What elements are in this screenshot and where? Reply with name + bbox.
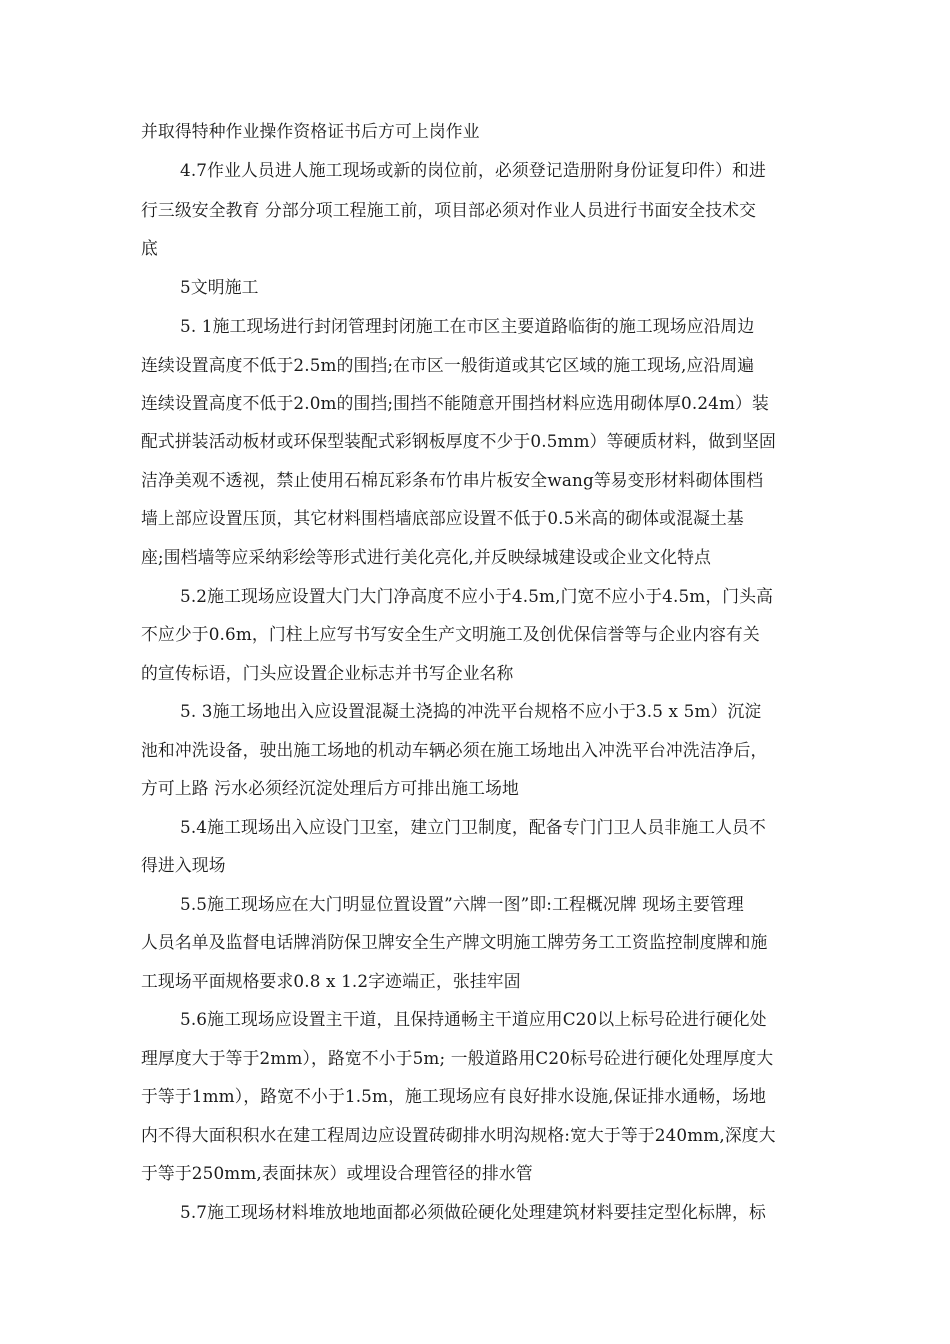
- text-line: 5.4施工现场出入应设门卫室，建立门卫制度，配备专门门卫人员非施工人员不: [180, 817, 766, 837]
- text-line: 5.7施工现场材料堆放地地面都必须做砼硬化处理建筑材料要挂定型化标牌，标: [180, 1202, 766, 1222]
- text-line: 得进入现场: [141, 855, 226, 875]
- text-line: 于等于250mm,表面抹灰）或埋设合理管径的排水管: [141, 1163, 533, 1183]
- text-line: 5. 3施工场地出入应设置混凝土浇捣的冲洗平台规格不应小于3.5 x 5m）沉淀: [180, 701, 762, 721]
- text-line: 5.2施工现场应设置大门大门净高度不应小于4.5m,门宽不应小于4.5m，门头高: [180, 586, 774, 606]
- text-line: 于等于1mm），路宽不小于1.5m，施工现场应有良好排水设施,保证排水通畅，场地: [141, 1086, 767, 1106]
- section-heading: 5文明施工: [180, 277, 259, 297]
- text-line: 5. 1施工现场进行封闭管理封闭施工在市区主要道路临街的施工现场应沿周边: [180, 316, 755, 336]
- text-line: 并取得特种作业操作资格证书后方可上岗作业: [141, 121, 480, 141]
- text-line: 工现场平面规格要求0.8 x 1.2字迹端正，张挂牢固: [141, 971, 521, 991]
- text-line: 座;围档墙等应采纳彩绘等形式进行美化亮化,并反映绿城建设或企业文化特点: [141, 547, 712, 567]
- text-line: 洁净美观不透视，禁止使用石棉瓦彩条布竹串片板安全wang等易变形材料砌体围档: [141, 470, 764, 490]
- text-line: 5.6施工现场应设置主干道，且保持通畅主干道应用C20以上标号砼进行硬化处: [180, 1009, 767, 1029]
- text-line: 内不得大面积积水在建工程周边应设置砖砌排水明沟规格:宽大于等于240mm,深度大: [141, 1125, 776, 1145]
- text-line: 人员名单及监督电话牌消防保卫牌安全生产牌文明施工牌劳务工工资监控制度牌和施: [141, 932, 768, 952]
- text-line: 池和冲洗设备，驶出施工场地的机动车辆必须在施工场地出入冲洗平台冲洗洁净后，: [141, 740, 768, 760]
- text-line: 连续设置高度不低于2.5m的围挡;在市区一般街道或其它区域的施工现场,应沿周遍: [141, 355, 755, 375]
- text-line: 配式拼装活动板材或环保型装配式彩钢板厚度不少于0.5mm）等硬质材料，做到坚固: [141, 431, 776, 451]
- text-line: 5.5施工现场应在大门明显位置设置”六牌一图”即:工程概况牌 现场主要管理: [180, 894, 744, 914]
- text-line: 行三级安全教育 分部分项工程施工前，项目部必须对作业人员进行书面安全技术交: [141, 200, 757, 220]
- text-line: 底: [141, 238, 158, 258]
- text-line: 理厚度大于等于2mm），路宽不小于5m; 一般道路用C20标号砼进行硬化处理厚度大: [141, 1048, 774, 1068]
- text-line: 4.7作业人员进人施工现场或新的岗位前，必须登记造册附身份证复印件）和进: [180, 160, 766, 180]
- text-line: 方可上路 污水必须经沉淀处理后方可排出施工场地: [141, 778, 519, 798]
- text-line: 连续设置高度不低于2.0m的围挡;围挡不能随意开围挡材料应选用砌体厚0.24m）装: [141, 393, 769, 413]
- text-line: 的宣传标语，门头应设置企业标志并书写企业名称: [141, 663, 514, 683]
- text-line: 不应少于0.6m，门柱上应写书写安全生产文明施工及创优保信誉等与企业内容有关: [141, 624, 760, 644]
- text-line: 墙上部应设置压顶，其它材料围档墙底部应设置不低于0.5米高的砌体或混凝土基: [141, 508, 744, 528]
